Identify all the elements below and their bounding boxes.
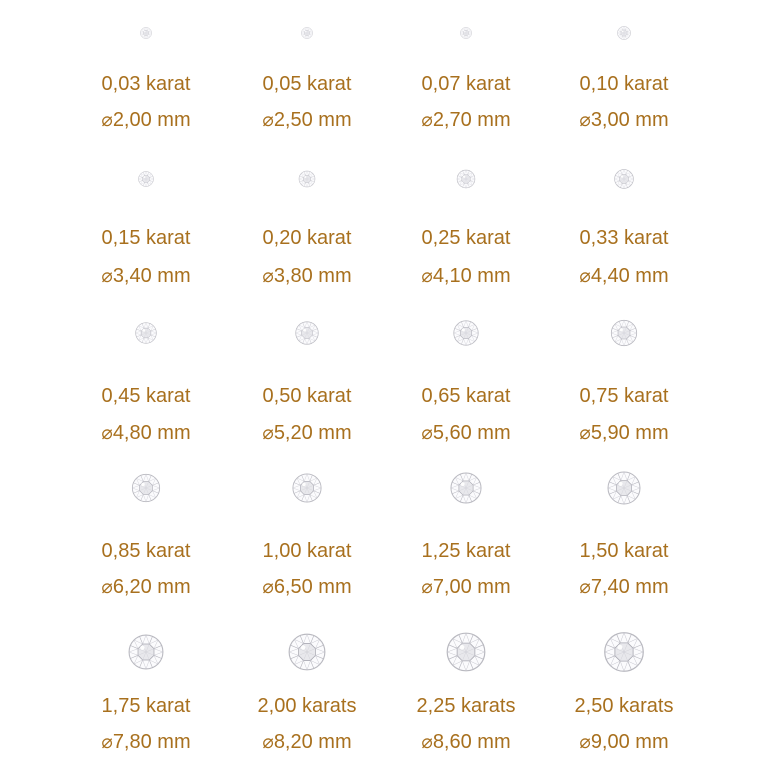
- diameter-symbol: ⌀: [421, 422, 433, 444]
- diameter-label: [544, 730, 704, 754]
- carat-label: 1,00 karat: [262, 540, 352, 562]
- diamond-cell: [386, 0, 546, 768]
- diameter-symbol: ⌀: [101, 576, 113, 598]
- diameter-value: 5,90 mm: [590, 422, 669, 444]
- diameter-symbol: ⌀: [579, 576, 591, 598]
- diameter-symbol: ⌀: [262, 576, 274, 598]
- carat-label: 0,20 karat: [262, 227, 352, 249]
- diameter-value: 5,20 mm: [273, 422, 352, 444]
- diameter-symbol: ⌀: [579, 731, 591, 753]
- diameter-label: [227, 730, 387, 754]
- diameter-value: 4,10 mm: [432, 265, 511, 287]
- carat-label: 0,05 karat: [262, 73, 352, 95]
- diameter-label: [66, 730, 226, 754]
- diameter-value: 3,00 mm: [590, 109, 669, 131]
- diameter-symbol: ⌀: [262, 422, 274, 444]
- diameter-value: 6,50 mm: [273, 576, 352, 598]
- carat-label: 0,10 karat: [579, 73, 669, 95]
- carat-label: 0,15 karat: [101, 227, 191, 249]
- carat-label: 1,75 karat: [101, 695, 191, 717]
- diameter-value: 2,00 mm: [112, 109, 191, 131]
- diameter-value: 8,60 mm: [432, 731, 511, 753]
- diameter-symbol: ⌀: [421, 109, 433, 131]
- diameter-value: 4,80 mm: [112, 422, 191, 444]
- diameter-value: 7,80 mm: [112, 731, 191, 753]
- diameter-symbol: ⌀: [421, 265, 433, 287]
- diameter-value: 7,00 mm: [432, 576, 511, 598]
- diameter-symbol: ⌀: [421, 576, 433, 598]
- carat-label: 0,50 karat: [262, 385, 352, 407]
- diameter-symbol: ⌀: [262, 731, 274, 753]
- diameter-symbol: ⌀: [262, 265, 274, 287]
- carat-label: 0,75 karat: [579, 385, 669, 407]
- carat-label: 1,50 karat: [579, 540, 669, 562]
- diameter-value: 7,40 mm: [590, 576, 669, 598]
- carat-label: 2,25 karats: [416, 695, 516, 717]
- diamond-icon: [446, 632, 486, 672]
- carat-label: 0,33 karat: [579, 227, 669, 249]
- carat-label: 0,85 karat: [101, 540, 191, 562]
- diameter-symbol: ⌀: [101, 109, 113, 131]
- carat-label: 1,25 karat: [421, 540, 511, 562]
- diamond-icon: [604, 632, 645, 673]
- diameter-value: 2,70 mm: [432, 109, 511, 131]
- carat-label: 0,65 karat: [421, 385, 511, 407]
- carat-label: 2,00 karats: [257, 695, 357, 717]
- diameter-symbol: ⌀: [101, 265, 113, 287]
- diameter-value: 8,20 mm: [273, 731, 352, 753]
- carat-label: 0,25 karat: [421, 227, 511, 249]
- carat-label: 0,07 karat: [421, 73, 511, 95]
- diamond-icon: [128, 634, 164, 670]
- diameter-value: 3,40 mm: [112, 265, 191, 287]
- diameter-symbol: ⌀: [579, 109, 591, 131]
- diamond-icon: [288, 633, 326, 671]
- diamond-cell: [66, 0, 226, 768]
- diameter-symbol: ⌀: [262, 109, 274, 131]
- diameter-value: 9,00 mm: [590, 731, 669, 753]
- diamond-cell: [544, 0, 704, 768]
- diameter-symbol: ⌀: [101, 731, 113, 753]
- diameter-symbol: ⌀: [579, 265, 591, 287]
- carat-label: 0,03 karat: [101, 73, 191, 95]
- diameter-value: 5,60 mm: [432, 422, 511, 444]
- diameter-value: 4,40 mm: [590, 265, 669, 287]
- diameter-label: [386, 730, 546, 754]
- diameter-symbol: ⌀: [101, 422, 113, 444]
- diameter-symbol: ⌀: [421, 731, 433, 753]
- diameter-value: 2,50 mm: [273, 109, 352, 131]
- diameter-symbol: ⌀: [579, 422, 591, 444]
- carat-label: 2,50 karats: [574, 695, 674, 717]
- carat-label: 0,45 karat: [101, 385, 191, 407]
- diameter-value: 6,20 mm: [112, 576, 191, 598]
- diameter-value: 3,80 mm: [273, 265, 352, 287]
- diamond-cell: [227, 0, 387, 768]
